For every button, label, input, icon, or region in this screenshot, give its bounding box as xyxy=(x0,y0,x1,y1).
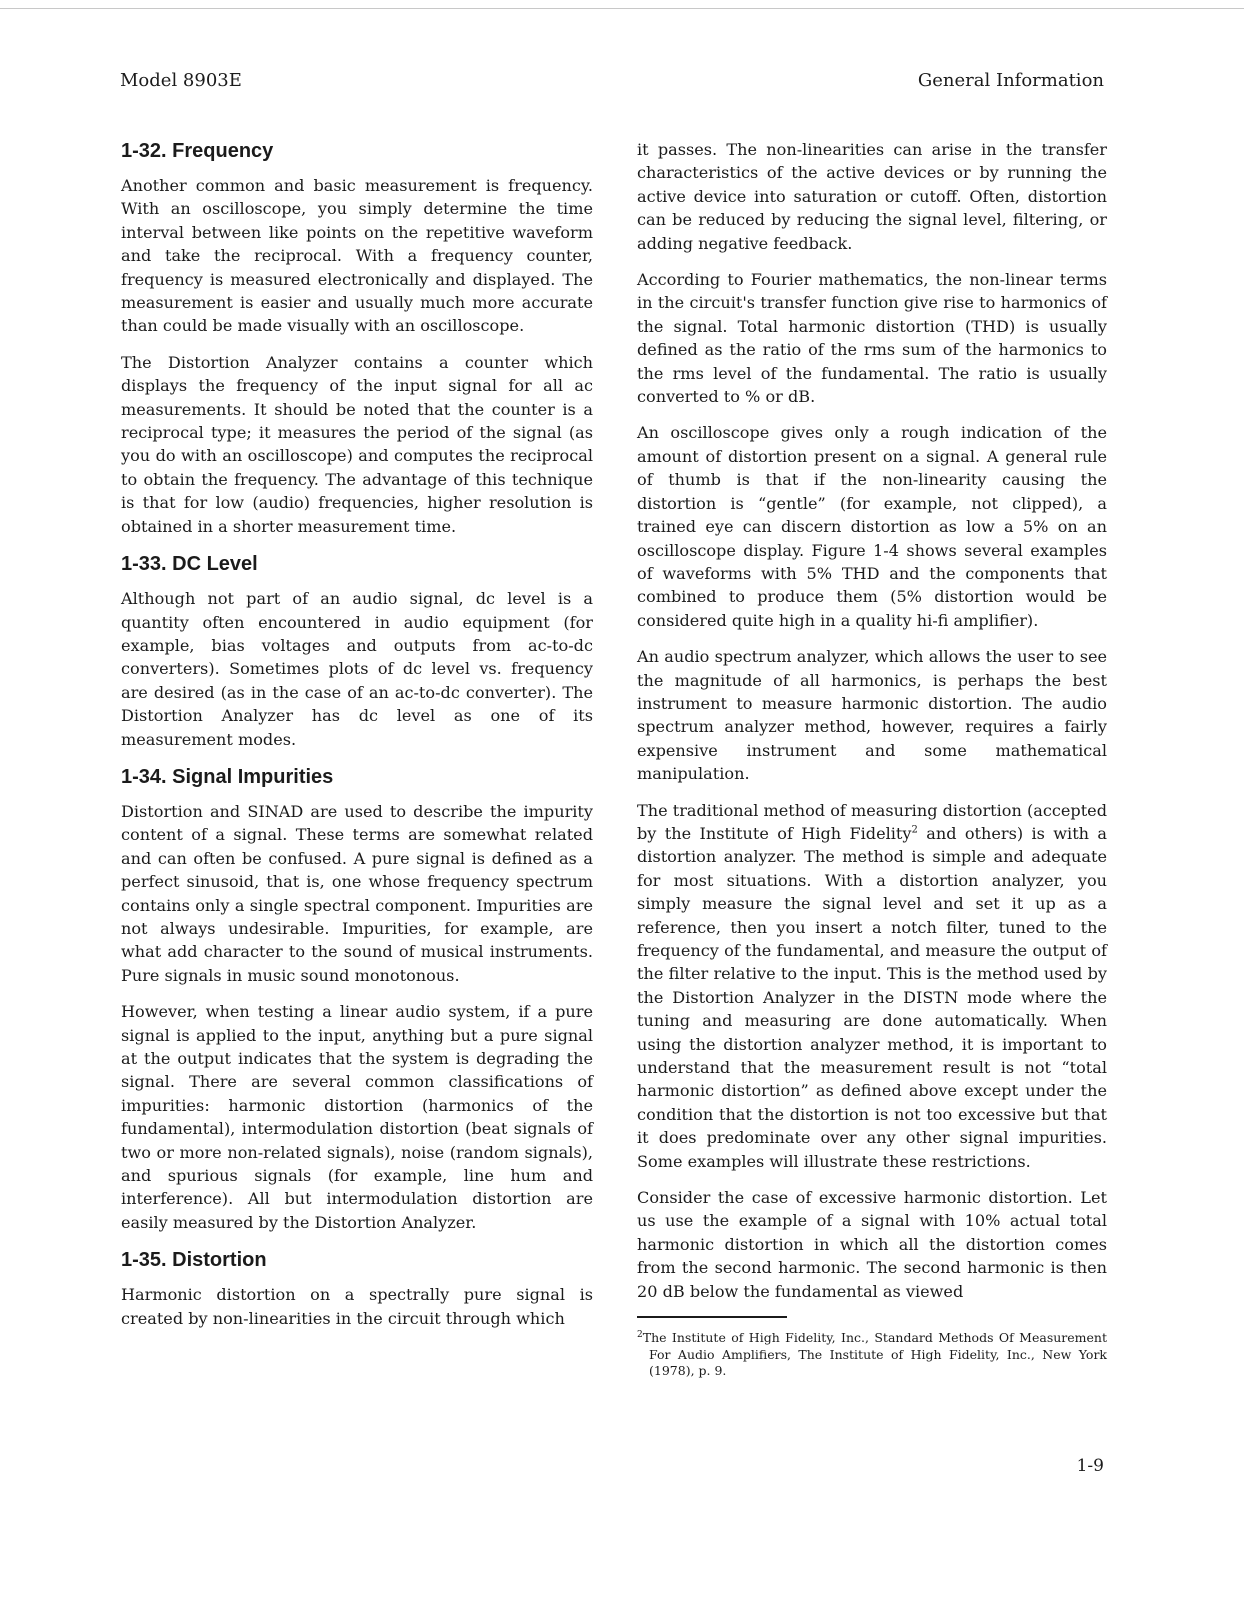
paragraph: An audio spectrum analyzer, which allows the user to see the magnitude of all harmonics, is perhaps the best instrument to measure harmonic distortion. The audio spectrum analyzer method, however, requires a fairly expensive instrument and some mathematical manipulation. xyxy=(637,647,1107,784)
paragraph: Consider the case of excessive harmonic distortion. Let us use the example of a signal with 10% actual total harmonic distortion in which all the distortion comes from the second harmonic. The second harmonic is then 20 dB below the fundamental as viewed xyxy=(637,1188,1107,1301)
footnote-mark: 2 xyxy=(637,1329,643,1340)
page-number: 1-9 xyxy=(1076,1456,1104,1476)
paragraph-text: The traditional method of measuring distortion (accepted by the Institute of High Fidelity xyxy=(637,800,1107,843)
footnote-rule xyxy=(637,1316,787,1318)
paragraph: An oscilloscope gives only a rough indication of the amount of distortion present on a signal. A general rule of thumb is that if the non-linearity causing the distortion is “gentle” (for example, not clipped), a trained eye can discern distortion as low a 5% on an oscilloscope display. Figure 1-4 shows several examples of waveforms with 5% THD and the components that combined to produce them (5% distortion would be considered quite high in a quality hi-fi amplifier). xyxy=(637,423,1107,630)
paragraph: The Distortion Analyzer contains a counter which displays the frequency of the input signal for all ac measurements. It should be noted that the counter is a reciprocal type; it measures the period of the signal (as you do with an oscilloscope) and computes the reciprocal to obtain the frequency. The advantage of this technique is that for low (audio) frequencies, higher resolution is obtained in a shorter measurement time. xyxy=(121,352,593,536)
paragraph-with-footnote-ref xyxy=(637,799,1107,1174)
top-rule xyxy=(0,8,1244,9)
running-header-model: Model 8903E xyxy=(120,70,242,91)
paragraph: According to Fourier mathematics, the non-linear terms in the circuit's transfer function give rise to harmonics of the signal. Total harmonic distortion (THD) is usually defined as the ratio of the rms sum of the harmonics to the rms level of the fundamental. The ratio is usually converted to % or dB. xyxy=(637,270,1107,407)
section-heading: 1-35. Distortion xyxy=(121,1249,267,1272)
paragraph: it passes. The non-linearities can arise in the transfer characteristics of the active devices or by running the active device into saturation or cutoff. Often, distortion can be reduced by reducing the signal level, filtering, or adding negative feedback. xyxy=(637,140,1107,253)
paragraph-text: and others) is with a distortion analyzer. The method is simple and adequate for most situations. With a distortion analyzer, you simply measure the signal level and set it up as a reference, then you insert a notch filter, tuned to the frequency of the fundamental, and measure the output of the filter relative to the input. This is the method used by the Distortion Analyzer in the DISTN mode where the tuning and measuring are done automatically. When using the distortion analyzer method, it is important to understand that the measurement result is not “total harmonic distortion” as defined above except under the condition that the distortion is not too excessive but that it does predominate over any other signal impurities. Some examples will illustrate these restrictions. xyxy=(637,823,1107,1171)
section-heading: 1-34. Signal Impurities xyxy=(121,765,334,788)
paragraph: Another common and basic measurement is frequency. With an oscilloscope, you simply determine the time interval between like points on the repetitive waveform and take the reciprocal. With a frequency counter, frequency is measured electronically and displayed. The measurement is easier and usually much more accurate than could be made visually with an oscilloscope. xyxy=(121,176,593,336)
footnote xyxy=(637,1330,1107,1380)
section-heading: 1-32. Frequency xyxy=(121,140,274,162)
paragraph: Although not part of an audio signal, dc level is a quantity often encountered in audio equipment (for example, bias voltages and outputs from ac-to-dc converters). Sometimes plots of dc level vs. frequency are desired (as in the case of an ac-to-dc converter). The Distortion Analyzer has dc level as one of its measurement modes. xyxy=(121,589,593,749)
running-header-section: General Information xyxy=(917,70,1104,91)
paragraph: Distortion and SINAD are used to describe the impurity content of a signal. These terms are somewhat related and can often be confused. A pure signal is defined as a perfect sinusoid, that is, one whose frequency spectrum contains only a single spectral component. Impurities are not always undesirable. Impurities, for example, are what add character to the sound of musical instruments. Pure signals in music sound monotonous. xyxy=(121,801,593,985)
footnote-reference: 2 xyxy=(911,824,918,836)
section-heading: 1-33. DC Level xyxy=(121,553,258,576)
footnote-text: The Institute of High Fidelity, Inc., Standard Methods Of Measurement For Audio Amplifiers, The Institute of High Fidelity, Inc., New York (1978), p. 9. xyxy=(642,1330,1107,1379)
paragraph: Harmonic distortion on a spectrally pure signal is created by non-linearities in the circuit through which xyxy=(121,1285,593,1328)
paragraph: However, when testing a linear audio system, if a pure signal is applied to the input, anything but a pure signal at the output indicates that the system is degrading the signal. There are several common classifications of impurities: harmonic distortion (harmonics of the fundamental), intermodulation distortion (beat signals of two or more non-related signals), noise (random signals), and spurious signals (for example, line hum and interference). All but intermodulation distortion are easily measured by the Distortion Analyzer. xyxy=(121,1002,593,1232)
right-column xyxy=(637,138,1107,1380)
left-column xyxy=(121,138,593,1343)
